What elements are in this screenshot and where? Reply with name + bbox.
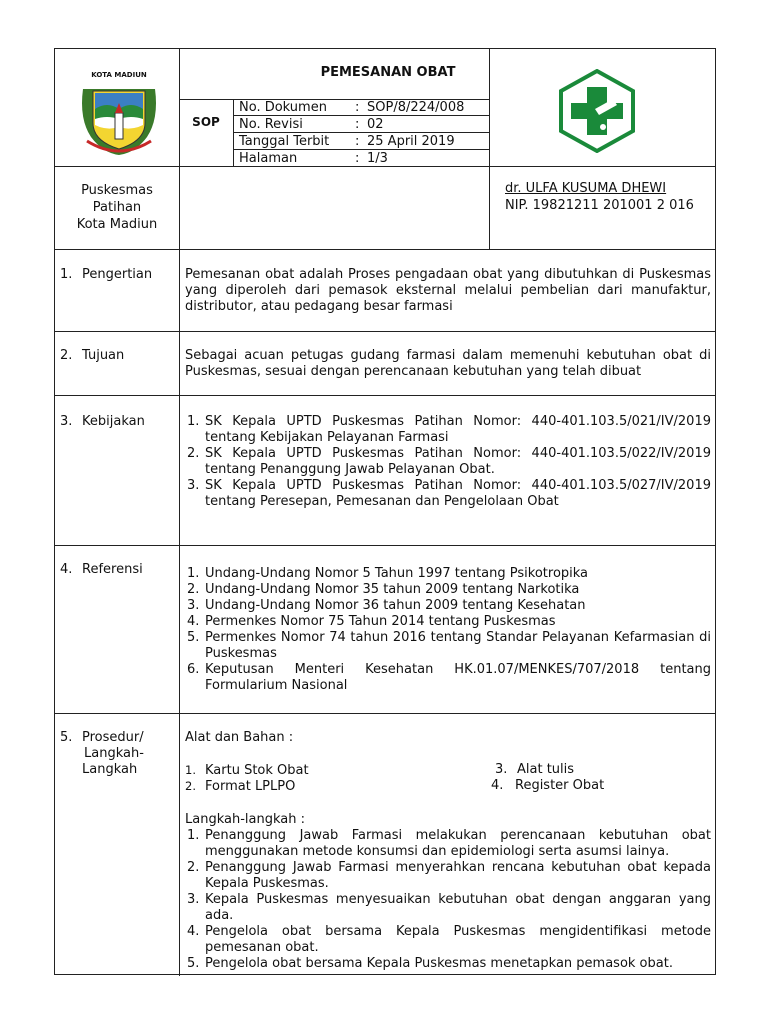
organization-name: Puskesmas Patihan Kota Madiun bbox=[76, 183, 158, 232]
list-item: 1. Undang-Undang Nomor 5 Tahun 1997 tentang Psikotropika bbox=[187, 566, 589, 581]
section-body-referensi bbox=[185, 566, 711, 694]
list-item: 4. Permenkes Nomor 75 Tahun 2014 tentang Puskesmas bbox=[187, 614, 556, 629]
kota-madiun-logo bbox=[77, 71, 161, 157]
list-item: 4. Pengelola obat bersama Kepala Puskesmas mengidentifikasi metode pemesanan obat. bbox=[187, 924, 711, 955]
list-item: 1. SK Kepala UPTD Puskesmas Patihan Nomor: 440-401.103.5/021/IV/2019 tentang Kebijakan Pelayanan Farmasi bbox=[187, 414, 711, 445]
sop-document: KOTA MADIUN PEMESANAN OBAT SOP No. Dokumen : SOP/8/224/008 No. Revisi : 02 Tanggal Terbit : 25 April 2019 Halaman : 1/3 Puskesmas Patihan Kota Madiun dr. ULFA KUSUMA DHEWI NIP. 19821211 201001 2 016 1. Pengertian Pemesanan obat adalah Proses pengadaan obat yang dibutuhkan di Puskesmas yang diperoleh dari pemasok eksternal melalui pembelian dari manufaktur, distributor, atau pedagang besar farmasi 2. Tujuan Sebagai acuan petugas gudang farmasi dalam memenuhi kebutuhan obat di Puskesmas, sesuai dengan perencanaan kebutuhan yang telah dibuat 3. Kebijakan 1. SK Kepala UPTD Puskesmas Patihan Nomor: 440-401.103.5/021/IV/2019 tentang Kebijakan Pelayanan Farmasi 2. SK Kepala UPTD Puskesmas Patihan Nomor: 440-401.103.5/022/IV/2019 tentang Penanggung Jawab Pelayanan Obat. 3. SK Kepala UPTD Puskesmas Patihan Nomor: 440-401.103.5/027/IV/2019 tentang Peresepan, Pemesanan dan Pengelolaan Obat 4. Referensi 1. Undang-Undang Nomor 5 Tahun 1997 tentang Psikotropika 2. Undang-Undang Nomor 35 tahun 2009 tentang Narkotika 3. Undang-Undang Nomor 36 tahun 2009 tentang Kesehatan 4. Permenkes Nomor 75 Tahun 2014 tentang Puskesmas 5. Permenkes Nomor 74 tahun 2016 tentang Standar Pelayanan Kefarmasian di Puskesmas 6. Keputusan Menteri Kesehatan HK.01.07/MENKES/707/2018 tentang Formularium Nasional 5. Prosedur/ Langkah- Langkah Alat dan Bahan : 1. Kartu Stok Obat 2. Format LPLPO 3. Alat tulis 4. Register Obat Langkah-langkah : 1. Penanggung Jawab Farmasi melakukan perencanaan kebutuhan obat menggunakan metode konsumsi dan epidemiologi serta asumsi lainya. 2. Penanggung Jawab Farmasi menyerahkan rencana kebutuhan obat kepada Kepala Puskesmas. 3. Kepala Puskesmas menyesuaikan kebutuhan obat dengan anggaran yang ada. 4. Pengelola obat bersama Kepala Puskesmas mengidentifikasi metode pemesanan obat. 5. Pengelola obat bersama Kepala Puskesmas menetapkan pemasok obat. bbox=[54, 48, 716, 975]
logo-text: KOTA MADIUN bbox=[91, 71, 147, 79]
puskesmas-cross-icon bbox=[555, 69, 639, 153]
section-body-prosedur bbox=[185, 730, 711, 972]
section-body-tujuan: Sebagai acuan petugas gudang farmasi dalam memenuhi kebutuhan obat di Puskesmas, sesuai dengan perencanaan kebutuhan yang telah dibuat bbox=[185, 348, 711, 379]
list-item: 2. Format LPLPO bbox=[185, 779, 296, 794]
list-item: 6. Keputusan Menteri Kesehatan HK.01.07/MENKES/707/2018 tentang Formularium Nasional bbox=[187, 662, 711, 693]
list-item: 2. Penanggung Jawab Farmasi menyerahkan rencana kebutuhan obat kepada Kepala Puskesmas. bbox=[187, 860, 711, 891]
alat-title: Alat dan Bahan : bbox=[185, 730, 294, 745]
signer-nip: NIP. 19821211 201001 2 016 bbox=[505, 198, 694, 213]
list-item: 5. Pengelola obat bersama Kepala Puskesmas menetapkan pemasok obat. bbox=[187, 956, 673, 971]
puskesmas-logo bbox=[555, 69, 639, 153]
section-label-referensi: 4. Referensi bbox=[60, 562, 143, 577]
section-label-tujuan: 2. Tujuan bbox=[60, 348, 125, 363]
signer-name: dr. ULFA KUSUMA DHEWI bbox=[505, 181, 667, 196]
section-label-prosedur: 5. Prosedur/ Langkah- Langkah bbox=[60, 730, 144, 777]
list-item: 2. SK Kepala UPTD Puskesmas Patihan Nomor: 440-401.103.5/022/IV/2019 tentang Penanggung Jawab Pelayanan Obat. bbox=[187, 446, 711, 477]
section-body-kebijakan bbox=[185, 414, 711, 510]
section-label-kebijakan: 3. Kebijakan bbox=[60, 414, 145, 429]
section-label-pengertian: 1. Pengertian bbox=[60, 267, 153, 282]
section-body-pengertian: Pemesanan obat adalah Proses pengadaan obat yang dibutuhkan di Puskesmas yang diperoleh dari pemasok eksternal melalui pembelian dari manufaktur, distributor, atau pedagang besar farmasi bbox=[185, 267, 711, 314]
list-item: 3. Undang-Undang Nomor 36 tahun 2009 tentang Kesehatan bbox=[187, 598, 586, 613]
section-divider bbox=[55, 331, 715, 332]
list-item: 1. Kartu Stok Obat bbox=[185, 763, 309, 778]
sop-label: SOP bbox=[192, 115, 220, 129]
section-divider bbox=[55, 395, 715, 396]
alat-list bbox=[185, 762, 711, 802]
column-divider bbox=[179, 49, 180, 976]
list-item: 5. Permenkes Nomor 74 tahun 2016 tentang Standar Pelayanan Kefarmasian di Puskesmas bbox=[187, 630, 711, 661]
list-item: 3. Alat tulis bbox=[495, 762, 575, 777]
list-item: 4. Register Obat bbox=[491, 778, 605, 793]
signer-block bbox=[505, 180, 694, 214]
document-title: PEMESANAN OBAT bbox=[320, 65, 456, 80]
list-item: 1. Penanggung Jawab Farmasi melakukan perencanaan kebutuhan obat menggunakan metode konsumsi dan epidemiologi serta asumsi lainya. bbox=[187, 828, 711, 859]
langkah-title: Langkah-langkah : bbox=[185, 812, 305, 827]
list-item: 3. Kepala Puskesmas menyesuaikan kebutuhan obat dengan anggaran yang ada. bbox=[187, 892, 711, 923]
section-divider bbox=[55, 249, 715, 250]
city-emblem-icon bbox=[77, 79, 161, 157]
section-divider bbox=[55, 713, 715, 714]
section-divider bbox=[55, 545, 715, 546]
list-item: 3. SK Kepala UPTD Puskesmas Patihan Nomor: 440-401.103.5/027/IV/2019 tentang Peresepan, Pemesanan dan Pengelolaan Obat bbox=[187, 478, 711, 509]
list-item: 2. Undang-Undang Nomor 35 tahun 2009 tentang Narkotika bbox=[187, 582, 580, 597]
